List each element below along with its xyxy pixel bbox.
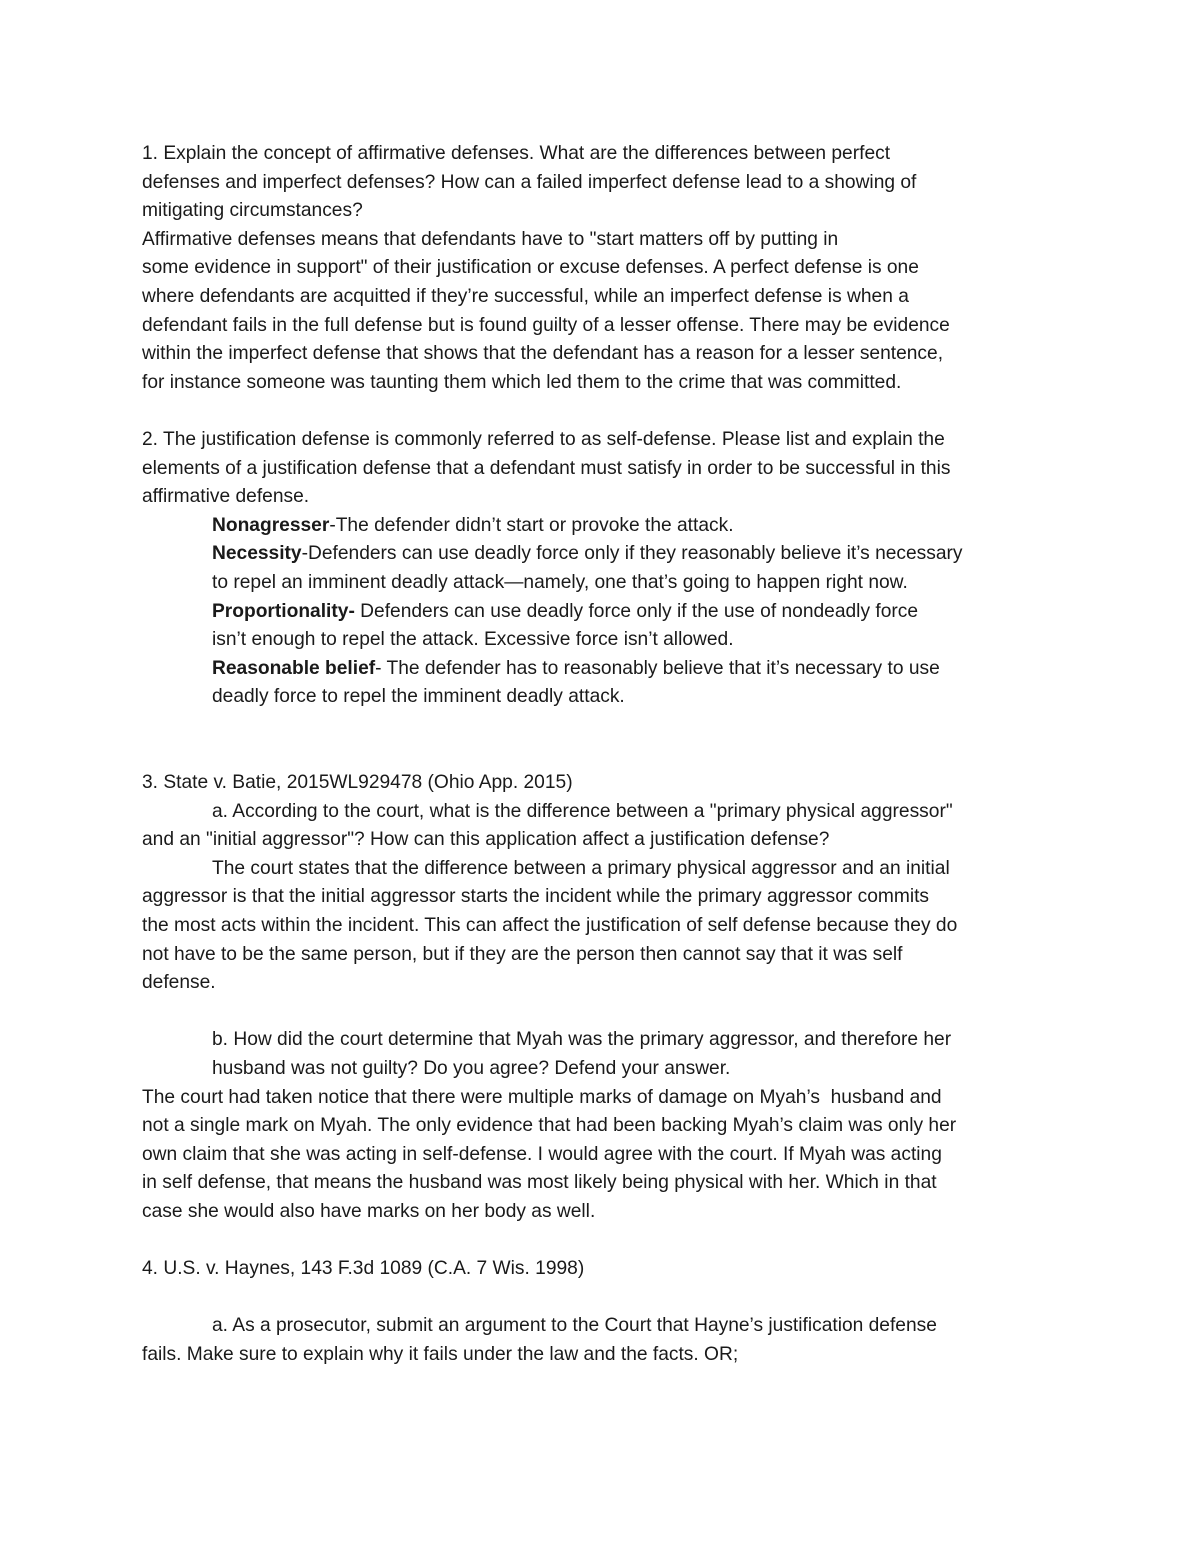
element-description-continued: to repel an imminent deadly attack—namely, one that’s going to happen right now. [212,571,908,593]
answer-3b-line: in self defense, that means the husband was most likely being physical with her. Which in that [142,1172,937,1194]
question-3b-line: husband was not guilty? Do you agree? Defend your answer. [212,1058,731,1079]
question-4a-line: fails. Make sure to explain why it fails under the law and the facts. OR; [142,1343,739,1365]
question-1 [142,140,1072,226]
element-term: Reasonable belief [212,657,376,679]
element-reasonable-belief [142,655,1072,712]
element-term: Nonagresser [212,514,330,536]
question-1-line: mitigating circumstances? [142,200,363,222]
element-description-continued: deadly force to repel the imminent deadly attack. [212,686,625,708]
answer-1-line: defendant fails in the full defense but is found guilty of a lesser offense. There may be evidence [142,314,950,336]
answer-1-line: for instance someone was taunting them which led them to the crime that was committed. [142,371,902,393]
paragraph-spacer [142,712,1072,769]
question-3a-line: a. According to the court, what is the difference between a "primary physical aggressor" [212,800,953,822]
answer-3a-line: not have to be the same person, but if they are the person then cannot say that it was self [142,943,903,965]
answer-3a-line: The court states that the difference between a primary physical aggressor and an initial [212,857,950,879]
answer-3b-line: not a single mark on Myah. The only evidence that had been backing Myah’s claim was only her [142,1115,957,1137]
element-proportionality [142,598,1072,655]
answer-1-line: where defendants are acquitted if they’re successful, while an imperfect defense is when a [142,285,909,307]
question-3a-line: and an "initial aggressor"? How can this application affect a justification defense? [142,829,830,851]
paragraph-spacer [142,1227,1072,1256]
element-nonaggressor [142,512,1072,541]
question-3-heading: 3. State v. Batie, 2015WL929478 (Ohio App. 2015) [142,772,573,794]
answer-1-line: within the imperfect defense that shows that the defendant has a reason for a lesser sentence, [142,343,944,365]
element-description: Defenders can use deadly force only if the use of nondeadly force [354,600,919,622]
answer-3a [142,855,1072,998]
element-description: - The defender has to reasonably believe that it’s necessary to use [375,657,940,679]
answer-3b-line: own claim that she was acting in self-defense. I would agree with the court. If Myah was acting [142,1143,942,1165]
question-2-line: 2. The justification defense is commonly referred to as self-defense. Please list and explain the [142,428,945,450]
answer-3a-line: defense. [142,972,216,994]
answer-3b-line: The court had taken notice that there were multiple marks of damage on Myah’s husband and [142,1086,942,1108]
answer-1-line: Affirmative defenses means that defendants have to "start matters off by putting in [142,228,839,250]
answer-3b-line: case she would also have marks on her body as well. [142,1200,596,1222]
document-body [142,140,1072,1370]
question-2-line: elements of a justification defense that a defendant must satisfy in order to be successful in this [142,457,951,479]
question-4a-line: a. As a prosecutor, submit an argument to the Court that Hayne’s justification defense [212,1315,937,1337]
paragraph-spacer [142,1284,1072,1313]
question-3b-line: b. How did the court determine that Myah was the primary aggressor, and therefore her [212,1029,952,1051]
question-1-line: 1. Explain the concept of affirmative defenses. What are the differences between perfect [142,143,891,164]
element-description-continued: isn’t enough to repel the attack. Excessive force isn’t allowed. [212,629,734,651]
question-2-line: affirmative defense. [142,486,310,508]
element-description: -Defenders can use deadly force only if they reasonably believe it’s necessary [301,543,963,565]
element-description: -The defender didn’t start or provoke the attack. [329,514,734,536]
justification-elements-list [142,512,1072,712]
question-3b [142,1026,1072,1083]
answer-3a-line: the most acts within the incident. This can affect the justification of self defense because they do [142,915,958,937]
question-4-heading: 4. U.S. v. Haynes, 143 F.3d 1089 (C.A. 7 Wis. 1998) [142,1258,585,1280]
element-term: Proportionality- [212,600,355,622]
question-2 [142,426,1072,512]
answer-3b [142,1084,1072,1227]
question-1-line: defenses and imperfect defenses? How can a failed imperfect defense lead to a showing of [142,171,917,193]
element-necessity [142,540,1072,597]
answer-3a-line: aggressor is that the initial aggressor starts the incident while the primary aggressor commits [142,886,930,908]
question-3a [142,798,1072,855]
answer-1-line: some evidence in support" of their justification or excuse defenses. A perfect defense is one [142,257,919,279]
answer-1 [142,226,1072,398]
paragraph-spacer [142,998,1072,1027]
question-4a [142,1312,1072,1369]
element-term: Necessity [212,543,302,565]
paragraph-spacer [142,397,1072,426]
